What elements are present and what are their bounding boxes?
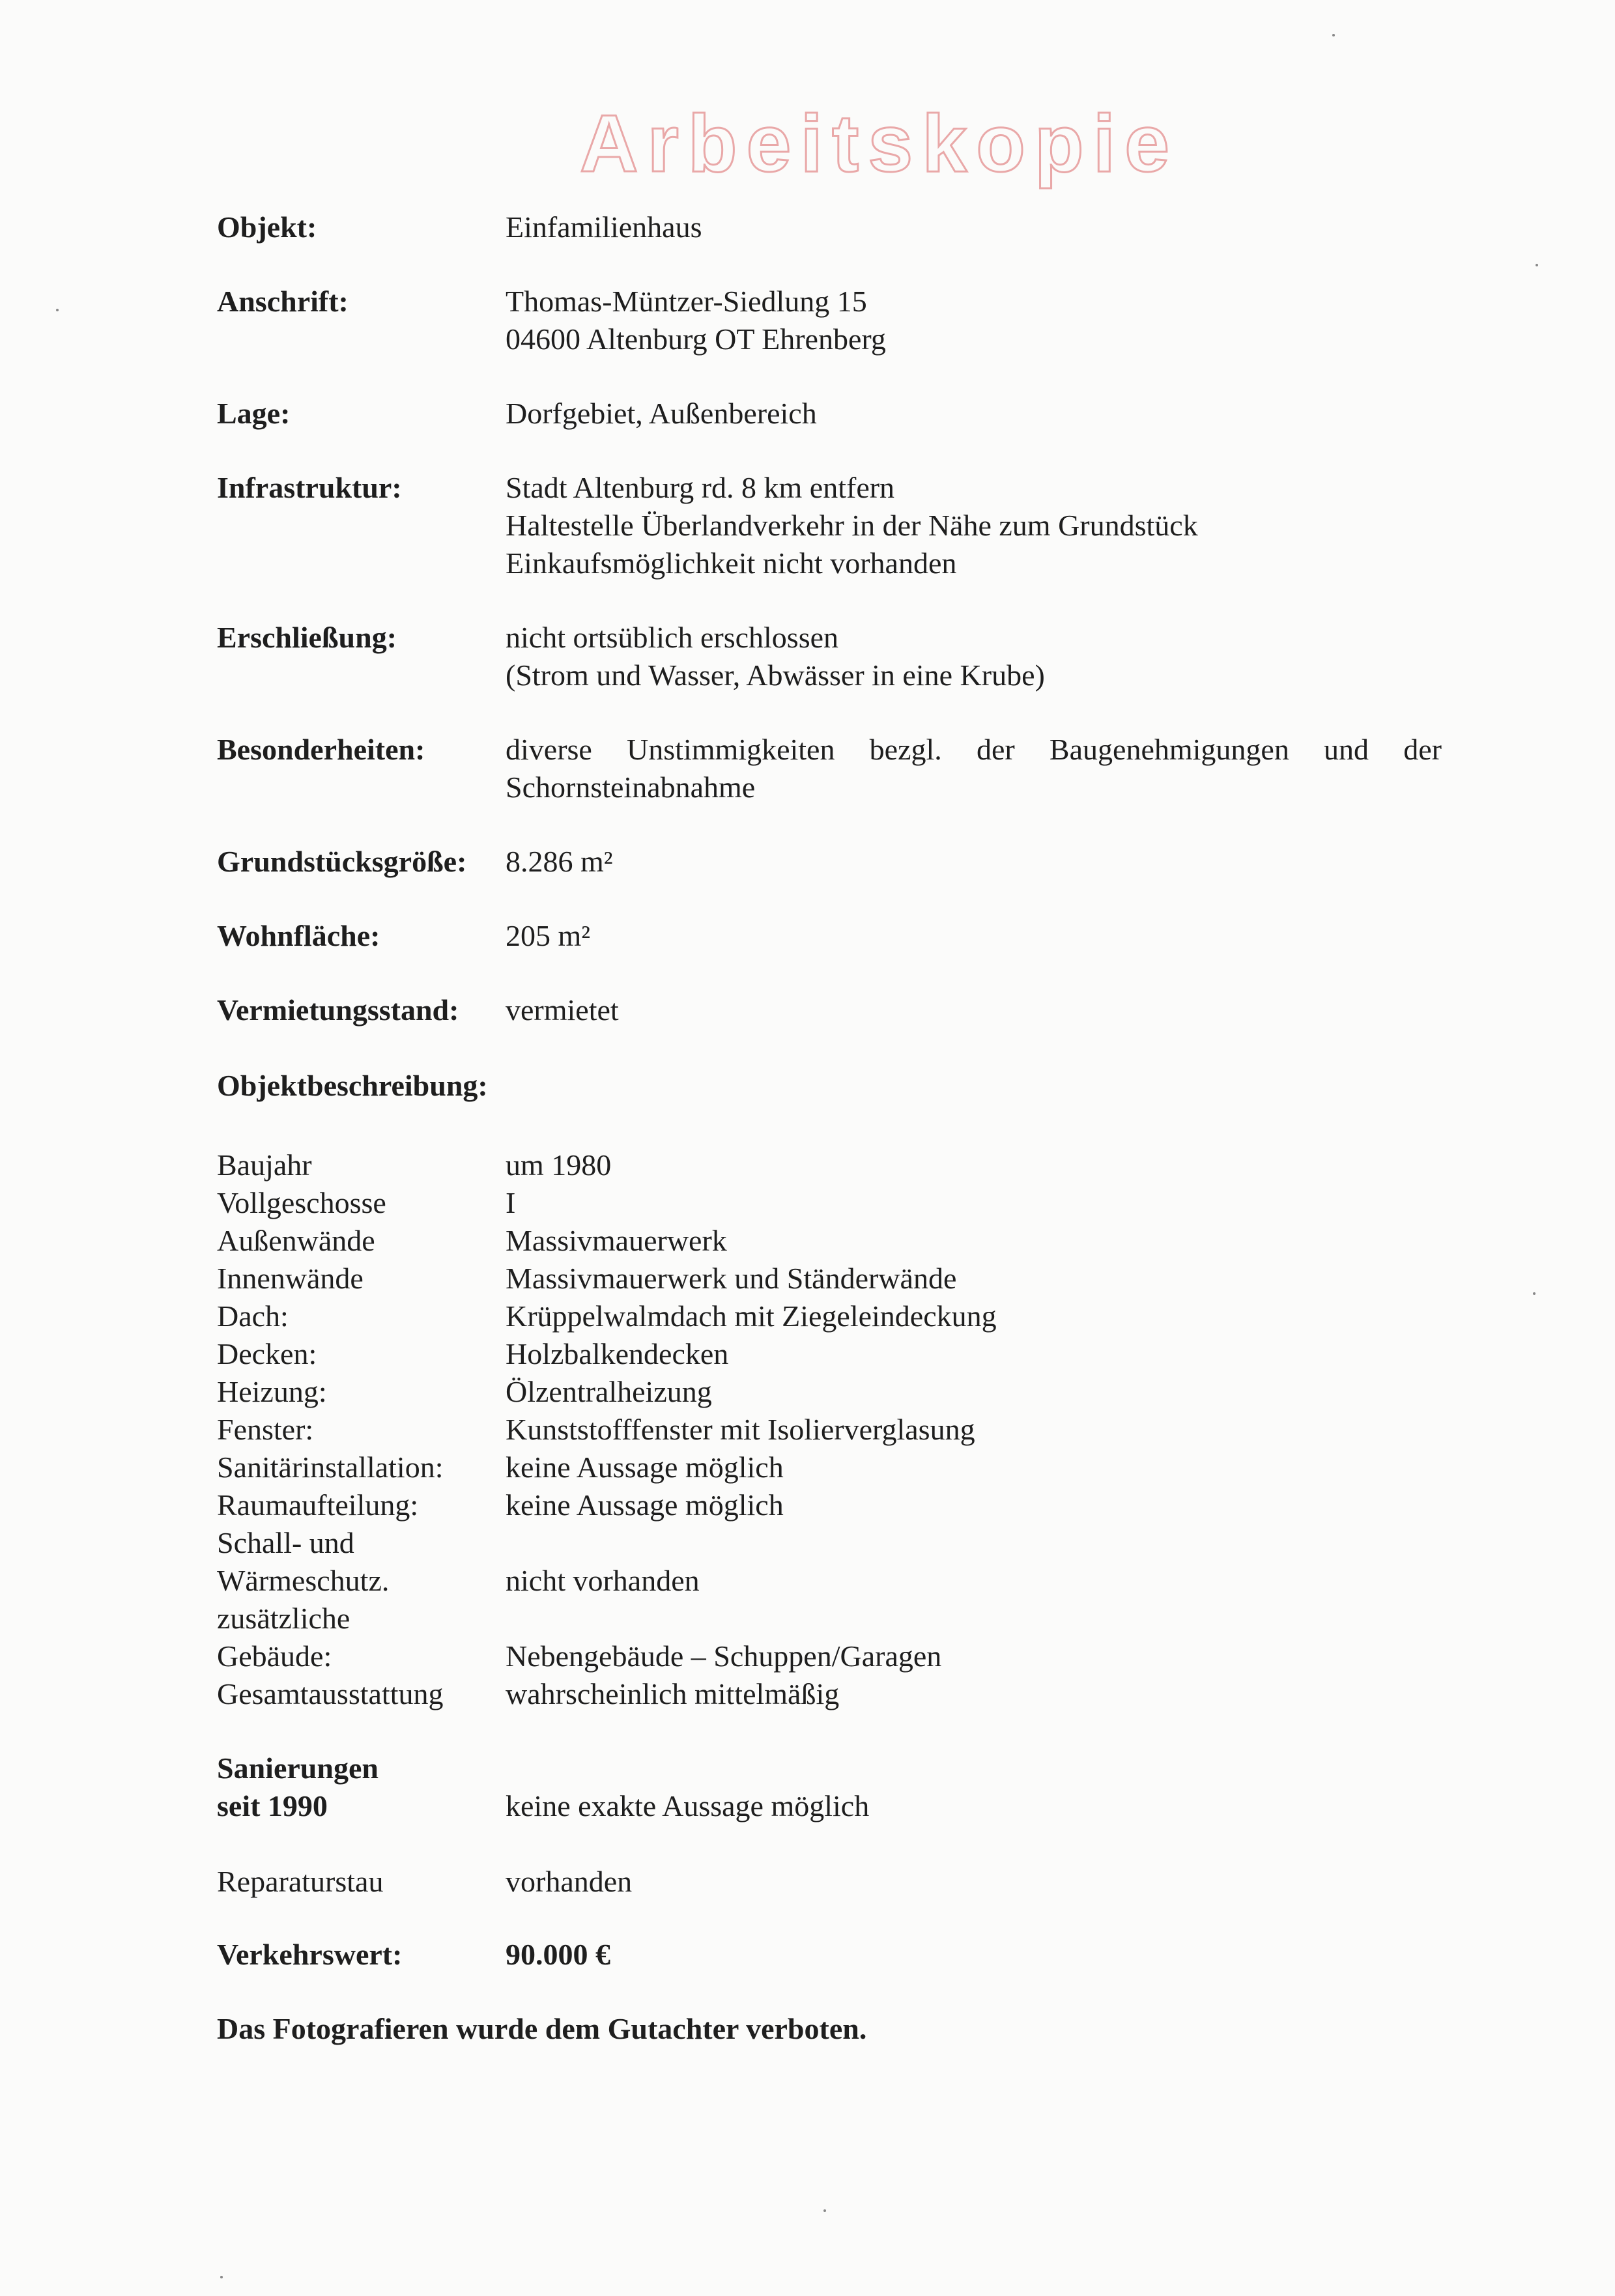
field-label: Infrastruktur: (217, 471, 402, 504)
scan-speck (823, 2209, 826, 2212)
desc-row: Gebäude: Nebengebäude – Schuppen/Garagen (217, 1639, 942, 1673)
reparaturstau-label: Reparaturstau (217, 1865, 384, 1898)
field-label: Anschrift: (217, 285, 349, 318)
sanierungen-value: keine exakte Aussage möglich (506, 1789, 870, 1822)
field-label: Objekt: (217, 210, 317, 244)
field-value: vermietet (506, 993, 619, 1027)
field-vermietungsstand (217, 991, 1442, 1029)
field-grundstuecksgroesse (217, 843, 1442, 881)
desc-row: Vollgeschosse I (217, 1186, 516, 1219)
field-besonderheiten (217, 731, 1442, 806)
field-value: Stadt Altenburg rd. 8 km entfern Haltestelle Überlandverkehr in der Nähe zum Grundstück Einkaufsmöglichkeit nicht vorhanden (506, 471, 1198, 580)
field-lage (217, 395, 1442, 432)
verkehrswert-value: 90.000 € (506, 1938, 610, 1971)
sanierungen-label: Sanierungen seit 1990 (217, 1751, 379, 1822)
desc-row: Außenwände Massivmauerwerk (217, 1224, 727, 1257)
desc-row: Heizung: Ölzentralheizung (217, 1375, 712, 1408)
field-anschrift (217, 283, 1442, 358)
field-label: Lage: (217, 397, 291, 430)
field-erschliessung (217, 619, 1442, 694)
desc-row: Gesamtausstattung wahrscheinlich mittelmäßig (217, 1677, 840, 1710)
field-label: Besonderheiten: (217, 733, 425, 766)
field-value: 8.286 m² (506, 845, 613, 878)
scan-speck (1536, 264, 1538, 266)
scan-speck (1332, 34, 1335, 36)
field-value: nicht ortsüblich erschlossen (Strom und Wasser, Abwässer in eine Krube) (506, 621, 1045, 692)
verkehrswert-row (217, 1936, 1442, 1974)
field-value: 205 m² (506, 919, 591, 952)
desc-row: Fenster: Kunststofffenster mit Isolierverglasung (217, 1413, 975, 1446)
desc-row: Schall- und (217, 1526, 354, 1559)
desc-row: Sanitärinstallation: keine Aussage möglich (217, 1451, 784, 1484)
scan-speck (1533, 1292, 1536, 1295)
desc-row: Decken: Holzbalkendecken (217, 1337, 729, 1370)
field-label: Wohnfläche: (217, 919, 380, 952)
arbeitskopie-stamp: Arbeitskopie (580, 99, 1179, 189)
section-heading: Objektbeschreibung: (217, 1069, 488, 1102)
verkehrswert-label: Verkehrswert: (217, 1938, 403, 1971)
field-wohnflaeche (217, 917, 1442, 955)
description-list (217, 1146, 1442, 1713)
scan-speck (56, 309, 59, 311)
field-label: Vermietungsstand: (217, 993, 459, 1027)
desc-row: Dach: Krüppelwalmdach mit Ziegeleindeckung (217, 1299, 997, 1333)
field-value: Thomas-Müntzer-Siedlung 15 04600 Altenburg OT Ehrenberg (506, 285, 886, 356)
object-fields (217, 208, 1442, 1066)
scan-speck (220, 2276, 223, 2278)
field-objekt (217, 208, 1442, 246)
desc-row: Baujahr um 1980 (217, 1148, 612, 1182)
field-value: Dorfgebiet, Außenbereich (506, 397, 817, 430)
field-label: Grundstücksgröße: (217, 845, 467, 878)
field-infrastruktur (217, 469, 1442, 582)
desc-row: zusätzliche (217, 1602, 350, 1635)
sanierungen-row (217, 1750, 1442, 1825)
desc-row: Innenwände Massivmauerwerk und Ständerwände (217, 1262, 957, 1295)
field-value: Einfamilienhaus (506, 210, 702, 244)
reparaturstau-row (217, 1863, 1442, 1901)
desc-row: Raumaufteilung: keine Aussage möglich (217, 1488, 784, 1522)
reparaturstau-value: vorhanden (506, 1865, 633, 1898)
desc-row: Wärmeschutz. nicht vorhanden (217, 1564, 700, 1597)
field-value: diverse Unstimmigkeiten bezgl. der Baugenehmigungen und der Schornsteinabnahme (506, 733, 1442, 804)
field-label: Erschließung: (217, 621, 397, 654)
photo-note: Das Fotografieren wurde dem Gutachter verboten. (217, 2012, 867, 2045)
